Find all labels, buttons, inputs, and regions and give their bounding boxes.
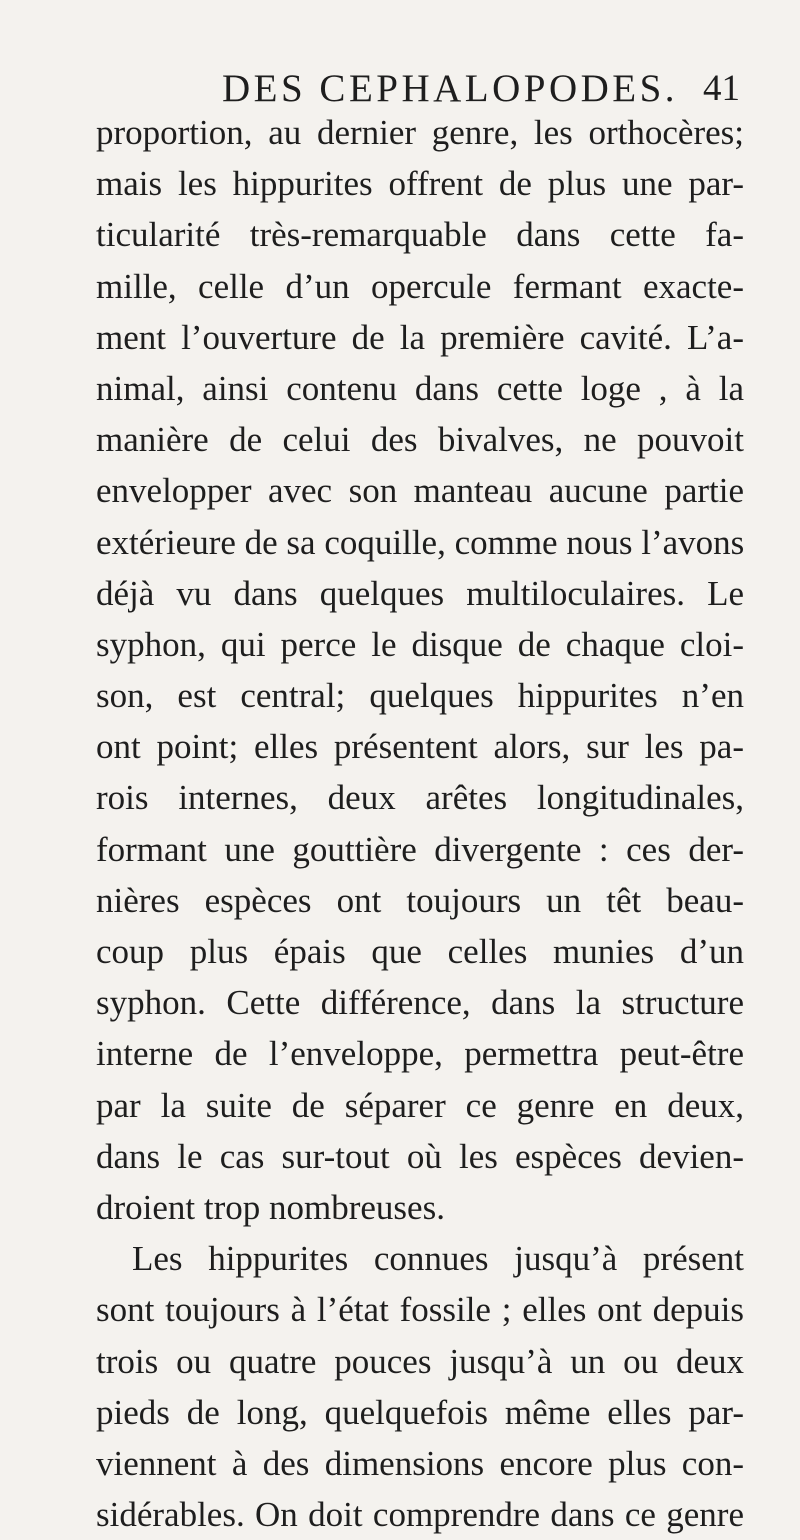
text-line: Les hippurites connues jusqu’à présent [132, 1239, 744, 1279]
text-line: interne de l’enveloppe, permettra peut-être [96, 1034, 744, 1074]
text-line: sont toujours à l’état fossile ; elles ont depuis [96, 1290, 744, 1330]
text-line: syphon, qui perce le disque de chaque cloi- [96, 624, 744, 664]
text-line: déjà vu dans quelques multiloculaires. Le [96, 573, 744, 613]
body-text [96, 107, 744, 1540]
text-line: sidérables. On doit comprendre dans ce genre [96, 1495, 744, 1535]
text-line: coup plus épais que celles munies d’un [96, 932, 744, 971]
text-line: mille, celle d’un opercule fermant exacte- [96, 266, 744, 306]
text-line: proportion, au dernier genre, les orthocères; [96, 113, 744, 152]
text-line: viennent à des dimensions encore plus con- [96, 1443, 744, 1483]
text-line: pieds de long, quelquefois même elles par- [96, 1392, 744, 1432]
text-line: nières espèces ont toujours un têt beau- [96, 880, 744, 920]
text-line: ment l’ouverture de la première cavité. L’a- [96, 317, 744, 357]
text-line: rois internes, deux arêtes longitudinales, [96, 778, 744, 818]
text-line: envelopper avec son manteau aucune partie [96, 471, 744, 511]
running-title: DES CEPHALOPODES. [222, 67, 679, 110]
text-line: trois ou quatre pouces jusqu’à un ou deux [96, 1341, 744, 1381]
text-line: manière de celui des bivalves, ne pouvoit [96, 420, 744, 460]
text-line: ont point; elles présentent alors, sur les pa- [96, 727, 744, 767]
text-line: nimal, ainsi contenu dans cette loge , à la [96, 368, 744, 408]
text-line: ticularité très-remarquable dans cette fa- [96, 215, 744, 255]
text-line: mais les hippurites offrent de plus une par- [96, 164, 744, 204]
text-line: par la suite de séparer ce genre en deux, [96, 1085, 744, 1125]
text-line: droient trop nombreuses. [96, 1187, 445, 1227]
page-number: 41 [703, 68, 740, 109]
text-line: dans le cas sur-tout où les espèces devien- [96, 1136, 744, 1176]
text-line: extérieure de sa coquille, comme nous l’avons [96, 522, 745, 562]
text-line: syphon. Cette différence, dans la structure [96, 983, 744, 1023]
text-line: formant une gouttière divergente : ces der- [96, 829, 744, 869]
text-line: son, est central; quelques hippurites n’en [96, 676, 744, 716]
